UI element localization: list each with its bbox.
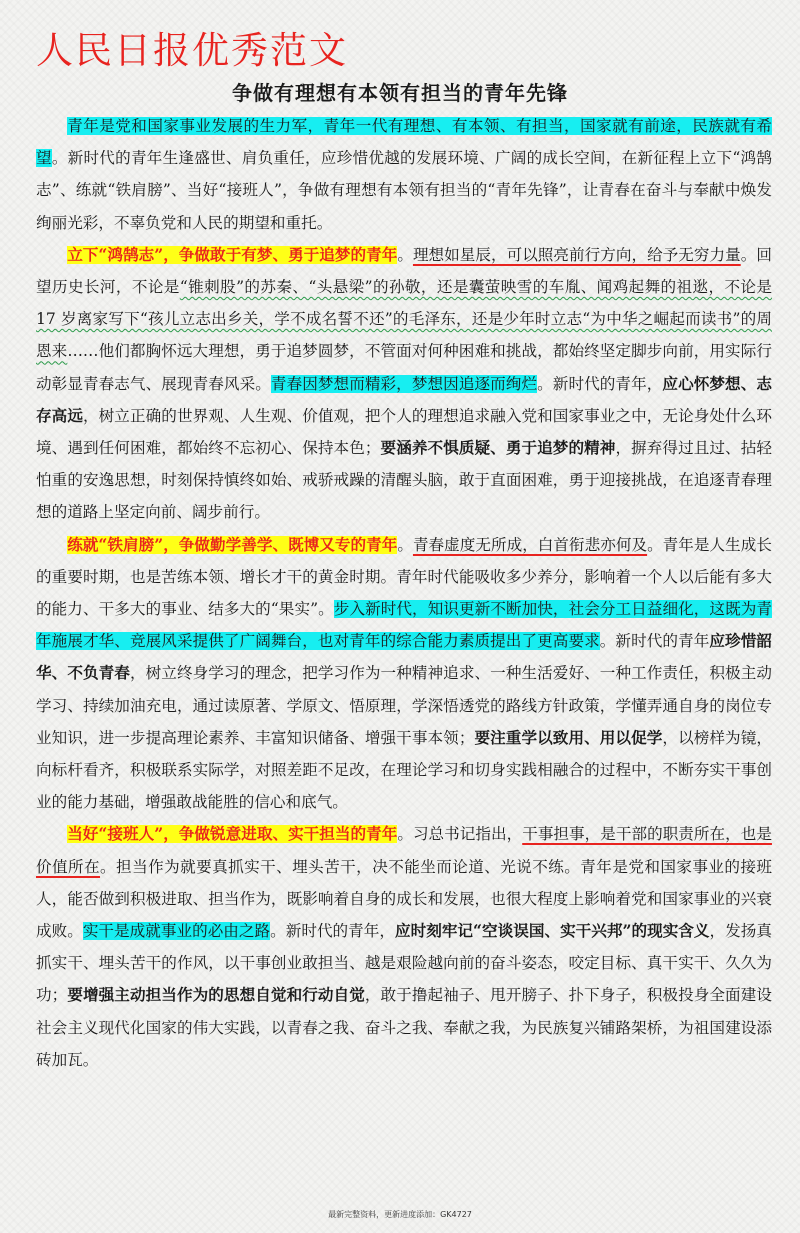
subheading-responsibility bbox=[67, 825, 397, 843]
body-text-span: ，摒弃得过且过、拈轻怕重的安逸思想，时刻保持慎终如始、戒骄戒躁的清醒头脑，敢于直面困难，勇于迎接挑战，在追逐青春理想的道路上坚定向前、阔步前行。 bbox=[36, 439, 772, 522]
highlight-cyan: 步入新时代，知识更新不断加快，社会分工日益细化，这既为青年施展才华、竞展风采提供了广阔舞台，也对青年的综合能力素质提出了更高要求 bbox=[36, 600, 772, 651]
body-text-span: 。新时代的青年， bbox=[537, 374, 663, 393]
subheading-prefix: 当好 bbox=[67, 824, 99, 844]
body-text-span: ，发扬真抓实干、埋头苦干的作风，以干事创业敢担当、越是艰险越向前的奋斗姿态，咬定目标、真干实干、久久为功； bbox=[36, 922, 772, 1005]
bold-phrase: 要增强主动担当作为的思想自觉和行动自觉 bbox=[67, 985, 365, 1005]
body-text-span: ……他们都胸怀远大理想，勇于追梦圆梦，不管面对何种困难和挑战，都始终坚定脚步向前，用实际行动彰显青春志气、展现青春风采。 bbox=[36, 342, 772, 393]
body-text-span: 。习总书记指出， bbox=[397, 825, 523, 844]
body-text-span: 。担当作为就要真抓实干、埋头苦干，决不能坐而论道、光说不练。青年是党和国家事业的接班人，能否做到积极进取、担当作为，既影响着自身的成长和发展，也很大程度上影响着党和国家事业的兴衰成败。 bbox=[36, 857, 772, 941]
body-text-span: ，树立正确的世界观、人生观、价值观，把个人的理想追求融入党和国家事业之中，无论身处什么环境、遇到任何困难，都始终不忘初心、保持本色； bbox=[36, 406, 772, 458]
brand-heading: 人民日报优秀范文 bbox=[36, 29, 348, 72]
highlight-cyan: 实干是成就事业的必由之路 bbox=[82, 922, 271, 941]
subheading-rest: ，争做敢于有梦、勇于追梦的青年 bbox=[163, 244, 398, 264]
bold-phrase: 应心怀梦想、志存高远 bbox=[36, 373, 772, 425]
subheading-keyword: “接班人” bbox=[98, 824, 164, 844]
underlined-quote: 青春虚度无所成，白首衔悲亦何及 bbox=[412, 535, 648, 554]
subheading-rest: ，争做锐意进取、实干担当的青年 bbox=[163, 824, 398, 844]
underlined-quote: 理想如星辰，可以照亮前行方向，给予无穷力量 bbox=[412, 245, 741, 264]
body-text-span: ，以榜样为镜，向标杆看齐，积极联系实际学，对照差距不足改，在理论学习和切身实践相融合的过程中，不断夯实干事创业的能力基础，增强敢战能胜的信心和底气。 bbox=[36, 728, 772, 812]
highlight-cyan: 青年是党和国家事业发展的生力军，青年一代有理想、有本领、有担当，国家就有前途，民族就有希望 bbox=[36, 117, 772, 168]
subheading-prefix: 立下 bbox=[67, 244, 99, 264]
subheading-keyword: “铁肩膀” bbox=[98, 534, 164, 554]
body-text-span: 。新时代的青年 bbox=[599, 632, 710, 651]
subheading-prefix: 练就 bbox=[67, 534, 99, 554]
underlined-quote: 干事担事，是干部的职责所在，也是价值所在 bbox=[36, 825, 772, 876]
bold-phrase: 应珍惜韶华、不负青春 bbox=[36, 631, 772, 683]
highlight-cyan: 青春因梦想而精彩，梦想因追逐而绚烂 bbox=[270, 374, 538, 393]
subheading-keyword: “鸿鹄志” bbox=[98, 244, 164, 264]
article-body bbox=[36, 110, 772, 1076]
body-text-span: ，树立终身学习的理念，把学习作为一种精神追求、一种生活爱好、一种工作责任，积极主动学习、持续加油充电，通过读原著、学原文、悟原理，学深悟透党的路线方针政策，学懂弄通自身的岗位专业知识，进一步提高理论素养、丰富知识储备、增强干事本领； bbox=[36, 664, 772, 747]
paragraph-ambition bbox=[36, 239, 772, 529]
body-text-span: 。新时代的青年， bbox=[270, 922, 395, 941]
paragraph-responsibility bbox=[36, 818, 772, 1076]
body-text-span: ，敢于撸起袖子、甩开膀子、扑下身子，积极投身全面建设社会主义现代化国家的伟大实践，以青春之我、奋斗之我、奉献之我，为民族复兴铺路架桥，为祖国建设添砖加瓦。 bbox=[36, 986, 772, 1069]
bold-phrase: 应时刻牢记“空谈误国、实干兴邦”的现实含义 bbox=[395, 921, 710, 941]
subheading-ambition bbox=[67, 246, 397, 264]
body-text-span: 。新时代的青年生逢盛世、肩负重任，应珍惜优越的发展环境、广阔的成长空间，在新征程上立下“鸿鹄志”、练就“铁肩膀”、当好“接班人”，争做有理想有本领有担当的“青年先锋”，让青春在奋斗与奉献中焕发绚丽光彩，不辜负党和人民的期望和重托。 bbox=[36, 149, 772, 232]
paragraph-intro bbox=[36, 110, 772, 239]
subheading-capability bbox=[67, 536, 397, 554]
body-text-span: 。青年是人生成长的重要时期，也是苦练本领、增长才干的黄金时期。青年时代能吸收多少养分，影响着一个人以后能有多大的能力、干多大的事业、结多大的“果实”。 bbox=[36, 535, 772, 619]
footer-note: 最新完整资料，更新进度添加：GK4727 bbox=[328, 1210, 472, 1219]
body-text-span: 。 bbox=[397, 535, 413, 554]
paragraph-capability bbox=[36, 529, 772, 819]
body-text-span: 。回望历史长河，不论是 bbox=[36, 245, 772, 297]
subheading-rest: ，争做勤学善学、既博又专的青年 bbox=[163, 534, 398, 554]
bold-phrase: 要注重学以致用、用以促学 bbox=[474, 727, 663, 747]
body-text-span: 。 bbox=[397, 245, 413, 264]
bold-phrase: 要涵养不惧质疑、勇于追梦的精神 bbox=[380, 438, 616, 458]
wavy-underlined-examples: “锥刺股”的苏秦、“头悬梁”的孙敬，还是囊萤映雪的车胤、闻鸡起舞的祖逖，不论是 17 岁离家写下“孩儿立志出乡关，学不成名誓不还”的毛泽东，还是少年时立志“为中华之崛起而读书”的周恩来 bbox=[36, 278, 772, 361]
article-title: 争做有理想有本领有担当的青年先锋 bbox=[232, 81, 568, 105]
